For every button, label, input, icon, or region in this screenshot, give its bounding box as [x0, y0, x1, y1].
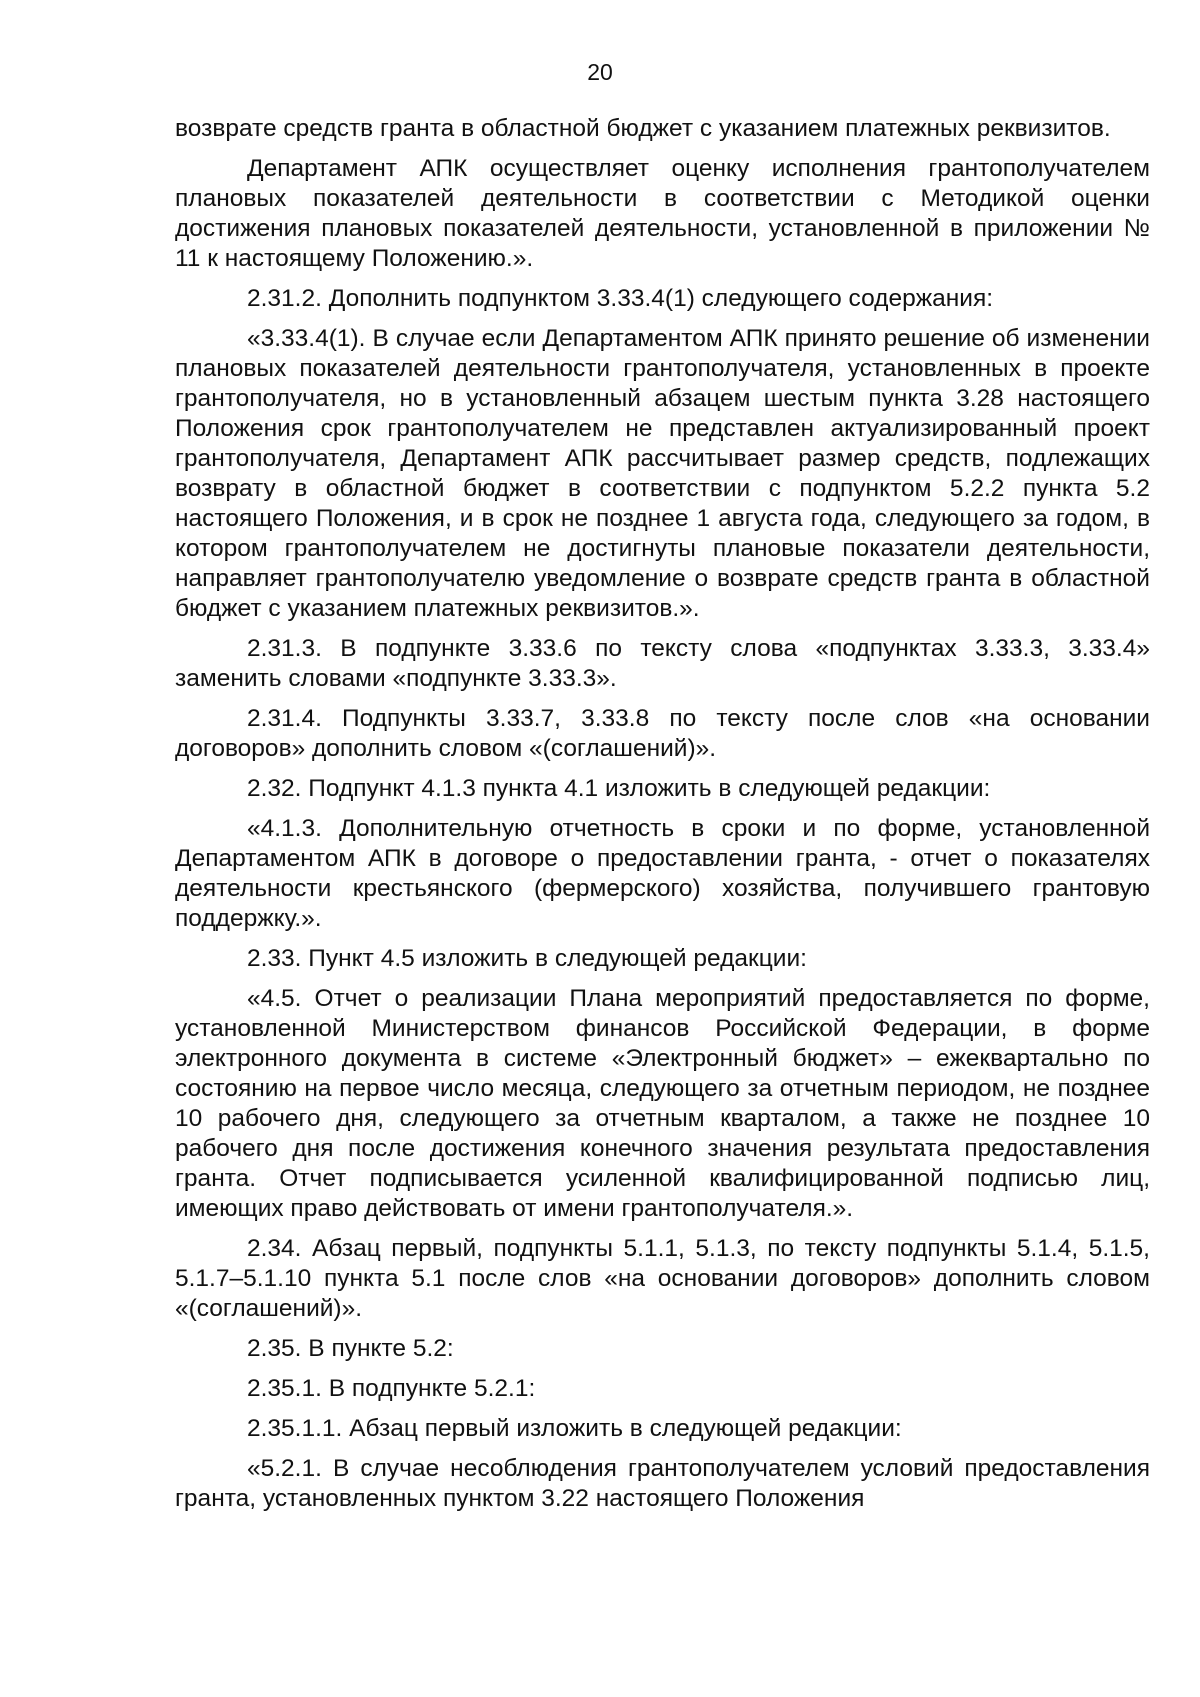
- paragraph: 2.35.1. В подпункте 5.2.1:: [247, 1375, 536, 1402]
- page-number: 20: [587, 59, 613, 85]
- paragraph: «4.1.3. Дополнительную отчетность в сроки и по форме, установленной Департаментом АПК в договоре о предоставлении гранта, - отчет о показателях деятельности крестьянского (фермерского) хозяйства, получившего грантовую поддержку.».: [175, 815, 1150, 932]
- paragraph: 2.31.4. Подпункты 3.33.7, 3.33.8 по тексту после слов «на основании договоров» дополнить словом «(соглашений)».: [175, 705, 1150, 762]
- paragraph: 2.35. В пункте 5.2:: [247, 1335, 454, 1362]
- paragraph: «4.5. Отчет о реализации Плана мероприятий предоставляется по форме, установленной Министерством финансов Российской Федерации, в форме электронного документа в системе «Электронный бюджет» – ежеквартально по состоянию на первое число месяца, следующего за отчетным периодом, не позднее 10 рабочего дня, следующего за отчетным кварталом, а также не позднее 10 рабочего дня после достижения конечного значения результата предоставления гранта. Отчет подписывается усиленной квалифицированной подписью лиц, имеющих право действовать от имени грантополучателя.».: [175, 985, 1150, 1222]
- paragraph: 2.31.2. Дополнить подпунктом 3.33.4(1) следующего содержания:: [247, 285, 994, 312]
- document-body: [175, 114, 1150, 1524]
- paragraph: «3.33.4(1). В случае если Департаментом АПК принято решение об изменении плановых показателей деятельности грантополучателя, установленных в проекте грантополучателя, но в установленный абзацем шестым пункта 3.28 настоящего Положения срок грантополучателем не представлен актуализированный проект грантополучателя, Департамент АПК рассчитывает размер средств, подлежащих возврату в областной бюджет в соответствии с подпунктом 5.2.2 пункта 5.2 настоящего Положения, и в срок не позднее 1 августа года, следующего за годом, в котором грантополучателем не достигнуты плановые показатели деятельности, направляет грантополучателю уведомление о возврате средств гранта в областной бюджет с указанием платежных реквизитов.».: [175, 325, 1150, 622]
- paragraph: 2.33. Пункт 4.5 изложить в следующей редакции:: [247, 945, 807, 972]
- paragraph: 2.31.3. В подпункте 3.33.6 по тексту слова «подпунктах 3.33.3, 3.33.4» заменить словами «подпункте 3.33.3».: [175, 635, 1150, 692]
- paragraph: 2.35.1.1. Абзац первый изложить в следующей редакции:: [247, 1415, 902, 1442]
- paragraph: возврате средств гранта в областной бюджет с указанием платежных реквизитов.: [175, 115, 1111, 142]
- paragraph: 2.34. Абзац первый, подпункты 5.1.1, 5.1.3, по тексту подпункты 5.1.4, 5.1.5, 5.1.7–5.1.10 пункта 5.1 после слов «на основании договоров» дополнить словом «(соглашений)».: [175, 1235, 1150, 1322]
- paragraph: «5.2.1. В случае несоблюдения грантополучателем условий предоставления гранта, установленных пунктом 3.22 настоящего Положения: [175, 1455, 1150, 1512]
- paragraph: Департамент АПК осуществляет оценку исполнения грантополучателем плановых показателей деятельности в соответствии с Методикой оценки достижения плановых показателей деятельности, установленной в приложении № 11 к настоящему Положению.».: [175, 155, 1150, 272]
- paragraph: 2.32. Подпункт 4.1.3 пункта 4.1 изложить в следующей редакции:: [247, 775, 991, 802]
